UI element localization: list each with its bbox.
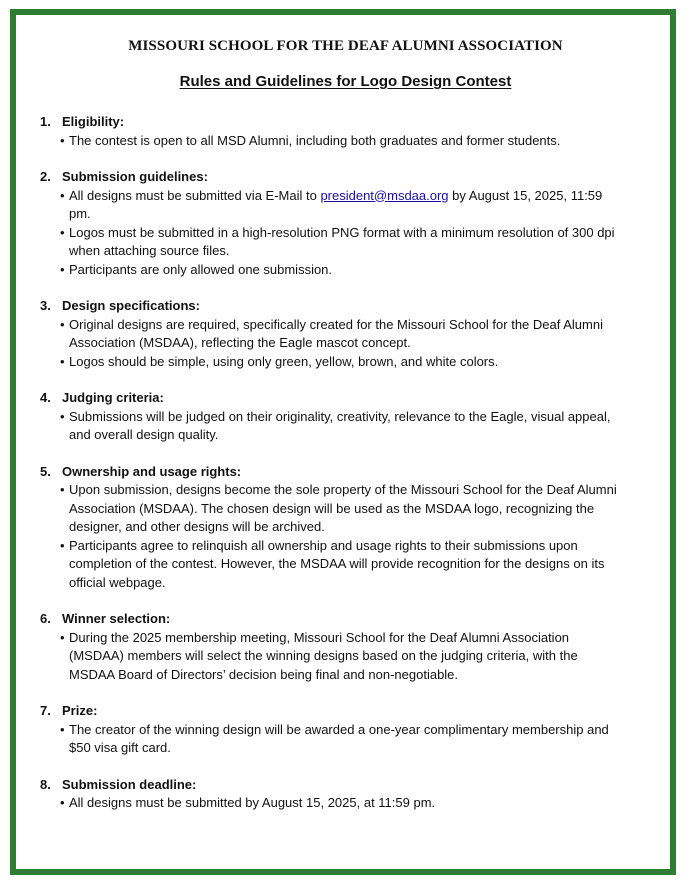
bullet-icon: • [60,629,65,645]
bullet-icon: • [60,261,65,277]
document-title: Rules and Guidelines for Logo Design Contest [179,73,512,90]
bullet-item [40,537,620,593]
bullet-item [40,187,620,224]
bullet-item [40,408,620,445]
section-heading [40,463,620,482]
bullet-item [40,261,620,280]
bullet-item [40,721,620,758]
bullet-item [40,629,620,685]
section-title: Ownership and usage rights: [62,463,242,479]
rule-section [40,776,620,813]
bullet-text: Original designs are required, specifically created for the Missouri School for the Deaf Alumni Association (MSDAA), reflecting the Eagle mascot concept. [69,316,603,350]
bullet-text: The creator of the winning design will be awarded a one-year complimentary membership and $50 visa gift card. [69,721,609,755]
bullet-icon: • [60,408,65,424]
bullet-icon: • [60,537,65,553]
section-title: Submission deadline: [62,776,197,792]
rule-section [40,702,620,758]
bullet-text: Logos must be submitted in a high-resolution PNG format with a minimum resolution of 300 dpi when attaching source files. [69,224,615,258]
section-heading [40,113,620,132]
rule-section [40,113,620,150]
rule-section [40,463,620,593]
bullet-text: All designs must be submitted by August 15, 2025, at 11:59 pm. [69,795,436,810]
section-title: Winner selection: [62,611,171,626]
bullet-icon: • [60,187,65,203]
section-title: Judging criteria: [62,390,164,405]
email-link[interactable]: president@msdaa.org [320,187,449,203]
bullet-icon: • [60,482,65,497]
rules-list [40,113,620,831]
section-number: 4. [40,390,51,405]
section-heading [40,702,620,721]
bullet-icon: • [60,316,65,332]
section-number: 2. [40,169,51,184]
section-title: Prize: [62,703,98,718]
organization-title: MISSOURI SCHOOL FOR THE DEAF ALUMNI ASSOCIATION [128,38,563,54]
section-number: 3. [40,298,51,313]
section-number: 1. [40,114,51,129]
section-title: Design specifications: [62,298,200,313]
section-number: 5. [40,463,51,479]
section-title: Eligibility: [62,114,125,129]
bullet-icon: • [60,795,65,810]
section-number: 7. [40,703,51,718]
bullet-icon: • [60,132,65,148]
bullet-text: All designs must be submitted via E-Mail to president@msdaa.org by August 15, 2025, 11:59 pm. [69,187,603,221]
bullet-item [40,794,620,813]
section-heading [40,168,620,187]
bullet-text: Upon submission, designs become the sole property of the Missouri School for the Deaf Alumni Association (MSDAA). The chosen design will be used as the MSDAA logo, recognizing the designer, and other designs will be archived. [69,482,617,534]
bullet-item [40,316,620,353]
bullet-item [40,132,620,151]
bullet-text: Participants agree to relinquish all ownership and usage rights to their submissions upon completion of the contest. However, the MSDAA will provide recognition for the designs on its official webpage. [69,537,605,590]
bullet-text: Participants are only allowed one submission. [69,261,333,277]
rule-section [40,610,620,684]
bullet-text: The contest is open to all MSD Alumni, including both graduates and former students. [69,132,561,148]
bullet-item [40,353,620,372]
bullet-icon: • [60,224,65,240]
bullet-item [40,481,620,537]
bullet-icon: • [60,353,65,369]
bullet-text: Logos should be simple, using only green, yellow, brown, and white colors. [69,353,499,369]
section-heading [40,776,620,795]
bullet-icon: • [60,721,65,737]
section-heading [40,610,620,629]
section-number: 8. [40,776,51,792]
rule-section [40,168,620,279]
section-number: 6. [40,611,51,626]
section-heading [40,297,620,316]
bullet-text: Submissions will be judged on their originality, creativity, relevance to the Eagle, visual appeal, and overall design quality. [69,408,611,442]
rule-section [40,297,620,371]
section-heading [40,389,620,408]
section-title: Submission guidelines: [62,169,208,184]
rule-section [40,389,620,445]
bullet-text: During the 2025 membership meeting, Missouri School for the Deaf Alumni Association (MSDAA) members will select the winning designs based on the judging criteria, with the MSDAA Board of Directors’ decision being final and non-negotiable. [69,629,578,682]
bullet-item [40,224,620,261]
